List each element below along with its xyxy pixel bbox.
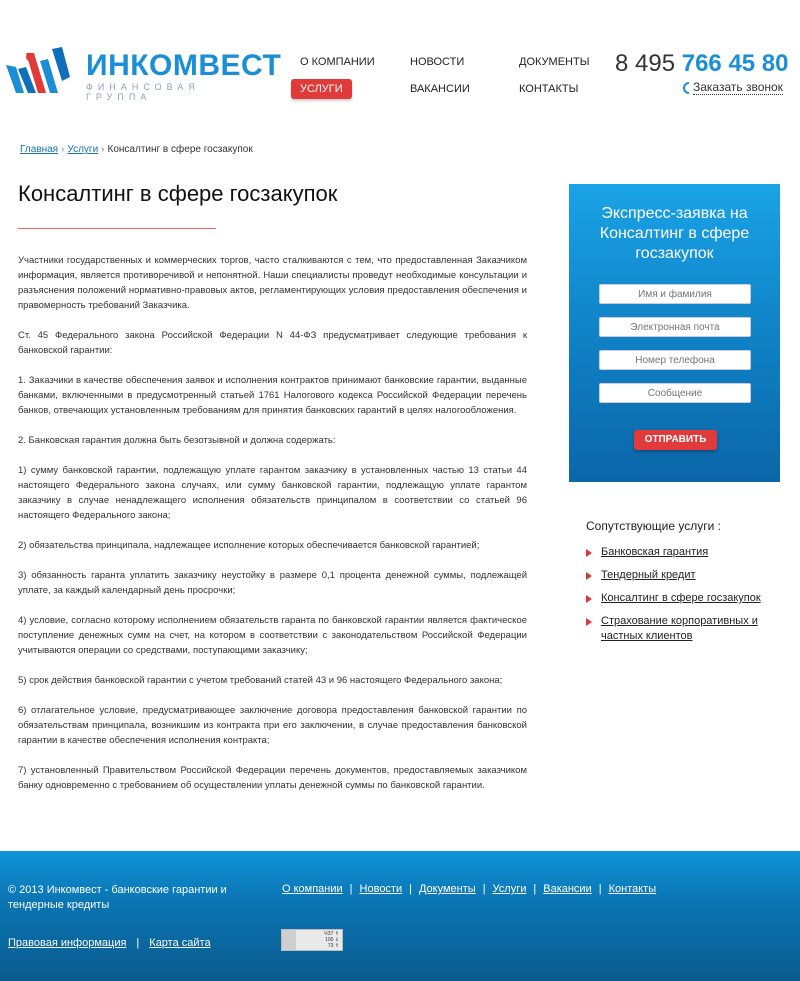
footer-link-news[interactable]: Новости [359, 883, 403, 895]
article-paragraph: 1. Заказчики в качестве обеспечения заявок и исполнения контрактов принимают банковские гарантии, выданные банками, включенными в предусмотренный статьей 1761 Налогового кодекса Российской Федерации перечень банков, отвечающих установленным требованиям для принятия банковских гарантий в целях налогообложения. [18, 375, 527, 416]
article-paragraph: 3) обязанность гаранта уплатить заказчику неустойку в размере 0,1 процента денежной суммы, подлежащей уплате, за каждый календарный день просрочки; [18, 570, 527, 596]
site-header [0, 0, 800, 130]
logo-subtitle: ФИНАНСОВАЯ ГРУППА [86, 82, 200, 102]
arrow-right-icon [586, 549, 592, 557]
related-link-bank-guarantee[interactable]: Банковская гарантия [601, 546, 709, 558]
phone-main: 766 45 80 [681, 50, 789, 77]
form-title: Экспресс-заявка на Консалтинг в сфере госзакупок [599, 205, 750, 262]
footer-link-documents[interactable]: Документы [418, 883, 476, 895]
footer-legal: Правовая информация | Карта сайта [8, 937, 211, 949]
list-item [586, 568, 776, 583]
logo[interactable] [4, 47, 282, 102]
legal-info-link[interactable]: Правовая информация [8, 937, 127, 949]
breadcrumb-current: Консалтинг в сфере госзакупок [107, 144, 253, 155]
email-field[interactable] [599, 317, 751, 337]
arrow-right-icon [586, 618, 592, 626]
nav-about[interactable]: О КОМПАНИИ [300, 56, 375, 68]
phone-field[interactable] [599, 350, 751, 370]
message-field[interactable] [599, 383, 751, 403]
article-paragraph: 5) срок действия банковской гарантии с учетом требований статей 43 и 96 настоящего Федерального закона; [18, 675, 503, 686]
nav-documents[interactable]: ДОКУМЕНТЫ [519, 56, 590, 68]
site-footer [0, 851, 800, 981]
article-paragraph: 7) установленный Правительством Российской Федерации перечень документов, предоставляемых заказчиком банку одновременно с требованием об осуществлении уплаты денежной суммы по банковской гарантии. [18, 765, 527, 791]
footer-link-vacancies[interactable]: Вакансии [543, 883, 592, 895]
visit-counter-badge[interactable] [281, 929, 343, 951]
breadcrumb [20, 144, 253, 155]
list-item [586, 614, 776, 644]
article-paragraph: 2) обязательства принципала, надлежащее исполнение которых обеспечивается банковской гарантией; [18, 540, 480, 551]
related-services-title: Сопутствующие услуги : [586, 519, 722, 533]
article-paragraph: 6) отлагательное условие, предусматривающее заключение договора предоставления банковской гарантии по обязательствам принципала, возникшим из контракта при его заключении, в случае предоставления банковской гарантии в качестве обеспечения исполнения контракта; [18, 705, 527, 746]
logo-mark-icon [4, 47, 70, 97]
footer-link-services[interactable]: Услуги [492, 883, 527, 895]
list-item [586, 591, 776, 606]
list-item [586, 545, 776, 560]
arrow-right-icon [586, 572, 592, 580]
counter-line: 100 ⇓ [325, 937, 339, 943]
related-link-consulting[interactable]: Консалтинг в сфере госзакупок [601, 592, 761, 604]
counter-line: ЧЗ7 ⇑ [324, 931, 339, 937]
title-divider [18, 228, 216, 229]
breadcrumb-separator: › [101, 144, 105, 155]
article-paragraph: 4) условие, согласно которому исполнением обязательств гаранта по банковской гарантии является фактическое поступление денежных сумм на счет, на котором в соответствии с законодательством Российской Федерации учитываются операции со средствами, поступающими заказчику; [18, 615, 527, 656]
article-paragraph: 2. Банковская гарантия должна быть безотзывной и должна содержать: [18, 435, 336, 446]
related-link-tender-credit[interactable]: Тендерный кредит [601, 569, 696, 581]
counter-line: 73 ⇑ [327, 943, 339, 949]
arrow-right-icon [586, 595, 592, 603]
express-request-form [569, 184, 780, 482]
callback-link[interactable]: Заказать звонок [693, 80, 783, 94]
nav-news[interactable]: НОВОСТИ [410, 56, 465, 68]
article-body [18, 253, 527, 808]
phone-prefix: 8 495 [615, 50, 676, 77]
phone-number [615, 50, 789, 78]
sitemap-link[interactable]: Карта сайта [149, 937, 211, 949]
breadcrumb-services[interactable]: Услуги [67, 144, 99, 155]
name-field[interactable] [599, 284, 751, 304]
counter-values [324, 931, 339, 949]
footer-nav: О компании | Новости | Документы | Услуги | Вакансии | Контакты [282, 883, 657, 895]
copyright: © 2013 Инкомвест - банковские гарантии и тендерные кредиты [8, 884, 227, 911]
related-services-list [586, 545, 776, 652]
article-paragraph: Ст. 45 Федерального закона Российской Федерации N 44-ФЗ предусматривает следующие требования к банковской гарантии: [18, 330, 527, 356]
article-paragraph: Участники государственных и коммерческих торгов, часто сталкиваются с тем, что предоставленная Заказчиком информация, является противоречивой и непонятной. Наши специалисты проведут необходимые консультации и разъяснения положений нормативно-правовых актов, регламентирующих условия предоставления обеспечения и правомерность требований Заказчика. [18, 255, 527, 311]
nav-vacancies[interactable]: ВАКАНСИИ [410, 83, 470, 95]
breadcrumb-home[interactable]: Главная [20, 144, 59, 155]
breadcrumb-separator: › [61, 144, 65, 155]
phone-handset-icon [683, 82, 689, 94]
submit-button[interactable]: ОТПРАВИТЬ [634, 430, 717, 450]
page-title: Консалтинг в сфере госзакупок [18, 181, 338, 206]
footer-link-about[interactable]: О компании [282, 883, 343, 895]
nav-services[interactable]: УСЛУГИ [291, 79, 352, 99]
related-link-insurance[interactable]: Страхование корпоративных и частных клиентов [601, 615, 758, 642]
logo-name: ИНКОМВЕСТ [86, 49, 282, 82]
article-paragraph: 1) сумму банковской гарантии, подлежащую уплате гарантом заказчику в установленных частью 13 статьи 44 настоящего Федерального закона случаях, или сумму банковской гарантии, подлежащую уплате гарантом заказчику в случае ненадлежащего исполнения обязательств принципалом в соответствии со статьей 96 настоящего Федерального закона; [18, 465, 527, 521]
counter-logo-icon [282, 930, 296, 950]
footer-link-contacts[interactable]: Контакты [608, 883, 657, 895]
nav-contacts[interactable]: КОНТАКТЫ [519, 83, 579, 95]
